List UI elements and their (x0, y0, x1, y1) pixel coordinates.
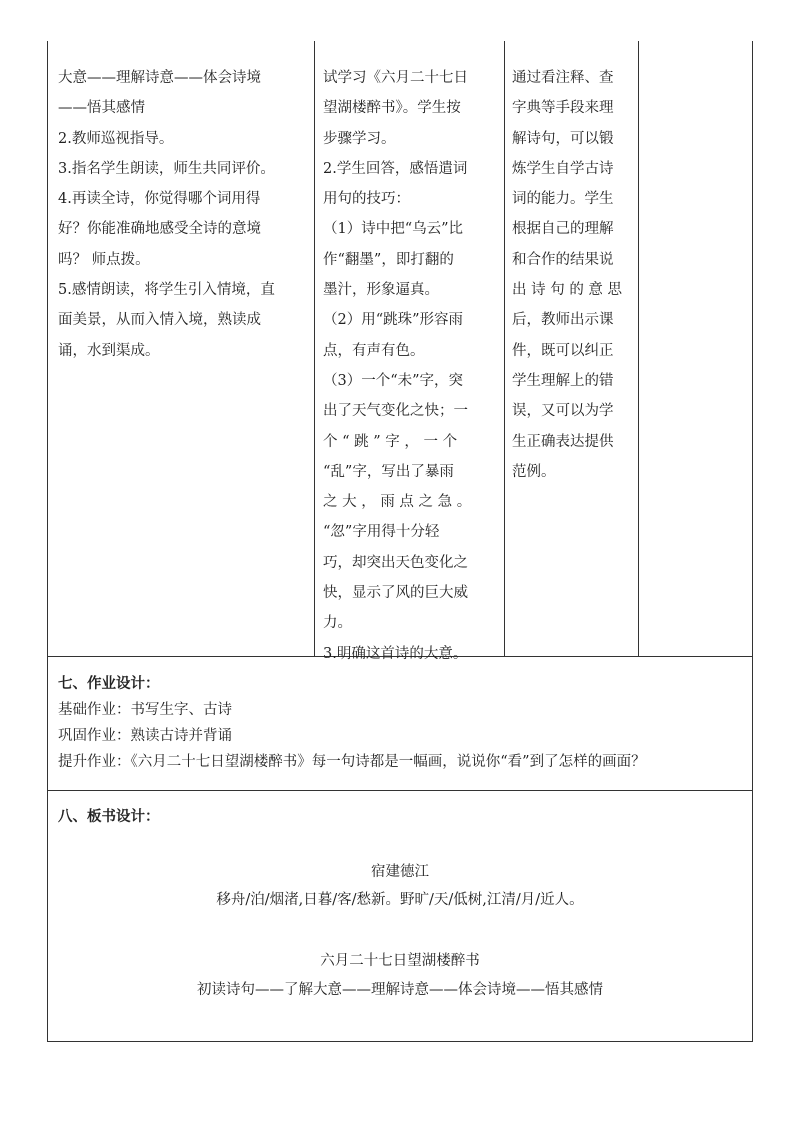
text-line: 个 “ 跳 ” 字 ， 一 个 (323, 433, 458, 450)
text-line: 出 诗 句 的 意 思 (512, 282, 623, 299)
poem2-title: 六月二十七日望湖楼醉书 (320, 953, 480, 969)
text-line: 巧，却突出天色变化之 (323, 554, 468, 571)
text-line: 面美景，从而入情入境，熟读成 (58, 312, 261, 329)
text-line: 之 大 ， 雨 点 之 急 。 (323, 494, 472, 511)
text-line: 炼学生自学古诗 (512, 160, 614, 177)
advanced-homework: 提升作业：《六月二十七日望湖楼醉书》每一句诗都是一幅画，说说你“看”到了怎样的画面？ (58, 754, 646, 770)
lesson-table (47, 41, 753, 1042)
text-line: 学生理解上的错 (512, 372, 614, 389)
homework-section (48, 657, 752, 791)
text-line: 解诗句，可以锻 (512, 130, 614, 147)
text-line: 望湖楼醉书》。学生按 (323, 100, 461, 117)
poem2-line: 初读诗句——了解大意——理解诗意——体会诗境——悟其感情 (197, 982, 603, 998)
text-line: 大意——理解诗意——体会诗境 (58, 70, 261, 86)
text-line: （2）用“跳珠”形容雨 (323, 312, 464, 329)
text-line: 范例。 (512, 463, 556, 480)
text-line: 5.感情朗读，将学生引入情境，直 (58, 282, 275, 299)
text-line: 快，显示了风的巨大威 (323, 585, 468, 602)
blackboard-heading: 八、板书设计： (58, 808, 160, 825)
text-line: （1）诗中把“乌云”比 (323, 221, 464, 238)
poem1-line: 移舟/泊/烟渚,日暮/客/愁新。野旷/天/低树,江清/月/近人。 (216, 892, 584, 908)
text-line: 3.指名学生朗读，师生共同评价。 (58, 160, 275, 177)
text-line: 点，有声有色。 (323, 342, 425, 359)
text-line: 3.明确这首诗的大意。 (323, 645, 468, 662)
column-divider (638, 41, 639, 656)
basic-homework: 基础作业：书写生字、古诗 (58, 702, 232, 718)
text-line: 生正确表达提供 (512, 433, 614, 450)
text-line: 力。 (323, 615, 352, 632)
blackboard-section (48, 791, 752, 1041)
text-line: “乱”字，写出了暴雨 (323, 463, 454, 480)
text-line: 步骤学习。 (323, 130, 396, 147)
text-line: 2.教师巡视指导。 (58, 130, 174, 147)
teaching-process-row (48, 41, 752, 662)
text-line: 诵，水到渠成。 (58, 342, 160, 359)
text-line: 件，既可以纠正 (512, 342, 614, 359)
text-line: 墨汁，形象逼真。 (323, 282, 439, 299)
text-line: （3）一个“未”字，突 (323, 372, 464, 389)
consolidate-homework: 巩固作业：熟读古诗并背诵 (58, 728, 232, 744)
column-divider (314, 41, 315, 656)
text-line: 4.再读全诗，你觉得哪个词用得 (58, 191, 261, 208)
text-line: 词的能力。学生 (512, 191, 614, 208)
text-line: 吗？ 师点拨。 (58, 251, 150, 268)
text-line: 字典等手段来理 (512, 100, 614, 117)
text-line: “忽”字用得十分轻 (323, 524, 440, 541)
teacher-activity-cell (58, 63, 314, 366)
text-line: 用句的技巧： (323, 191, 410, 208)
text-line: 误，又可以为学 (512, 403, 614, 420)
homework-heading: 七、作业设计： (58, 675, 160, 692)
poem1-title: 宿建德江 (371, 864, 429, 880)
text-line: 作“翻墨”，即打翻的 (323, 251, 454, 268)
text-line: 好？你能准确地感受全诗的意境 (58, 221, 261, 238)
text-line: 根据自己的理解 (512, 221, 614, 238)
column-divider (504, 41, 505, 656)
text-line: 后，教师出示课 (512, 312, 614, 329)
text-line: 出了天气变化之快；一 (323, 403, 468, 420)
text-line: 和合作的结果说 (512, 251, 614, 268)
text-line: 通过看注释、查 (512, 70, 614, 86)
student-activity-cell (323, 63, 501, 669)
text-line: 2.学生回答，感悟遣词 (323, 160, 468, 177)
design-intent-cell (512, 63, 634, 487)
text-line: 试学习《六月二十七日 (323, 70, 468, 86)
text-line: ——悟其感情 (58, 100, 145, 117)
